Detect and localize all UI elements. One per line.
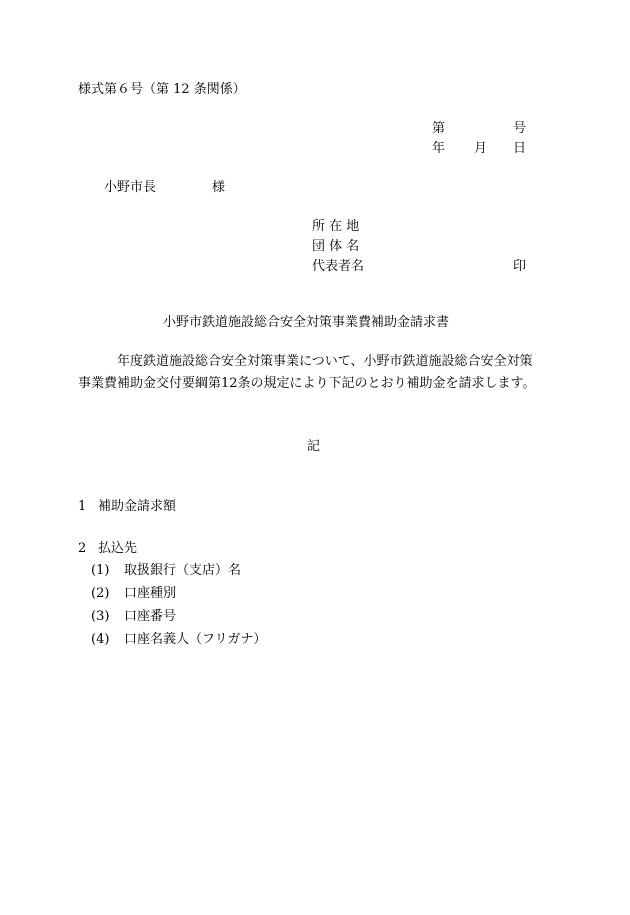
body-line-2: 事業費補助金交付要綱第12条の規定により下記のとおり補助金を請求します。 [78, 376, 536, 391]
body-paragraph [78, 351, 558, 395]
month-label: 月 [474, 141, 488, 156]
document-title: 小野市鉄道施設総合安全対策事業費補助金請求書 [163, 315, 450, 330]
ki-marker: 記 [307, 439, 321, 454]
item-1-number: 1 [78, 499, 87, 514]
number-suffix: 号 [513, 121, 527, 136]
addressee-name: 小野市長 [104, 180, 157, 195]
representative-label: 代表者名 [312, 259, 365, 274]
subitem-number: (1) [91, 563, 110, 578]
addressee-honorific: 様 [212, 180, 226, 195]
subitem-number: (4) [91, 632, 110, 647]
subitem-bank-branch: 取扱銀行（支店）名 [124, 563, 242, 578]
number-prefix: 第 [432, 121, 446, 136]
subitem-number: (3) [91, 609, 110, 624]
subitem-number: (2) [91, 586, 110, 601]
item-1-label: 補助金請求額 [98, 499, 177, 514]
subitem-account-holder: 口座名義人（フリガナ） [124, 632, 267, 647]
subitem-account-type: 口座種別 [124, 586, 177, 601]
subitem-account-number: 口座番号 [124, 609, 177, 624]
form-number: 様式第６号（第 12 条関係） [78, 82, 246, 97]
year-label: 年 [432, 141, 446, 156]
item-2-label: 払込先 [98, 541, 138, 556]
address-label: 所 在 地 [312, 219, 360, 234]
seal-mark: 印 [513, 259, 527, 274]
day-label: 日 [513, 141, 527, 156]
item-2-number: 2 [78, 541, 87, 556]
group-name-label: 団 体 名 [312, 239, 360, 254]
body-line-1: 年度鉄道施設総合安全対策事業について、小野市鉄道施設総合安全対策 [117, 354, 533, 369]
